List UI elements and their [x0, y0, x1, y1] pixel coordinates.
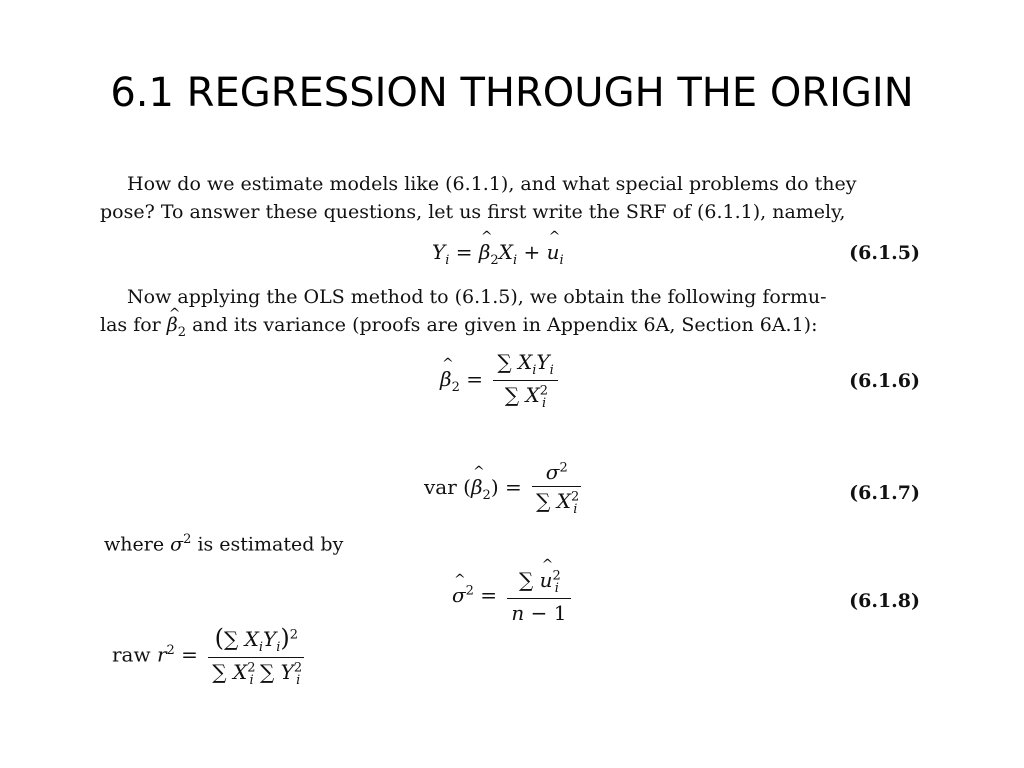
equation-srf: $Y_i$ = ^ $\beta_2X_i$ + ^ $u_i$: [432, 240, 564, 268]
var-word: var: [424, 475, 457, 499]
equation-number-618: (6.1.8): [849, 590, 920, 612]
ols-line-1: Now applying the OLS method to (6.1.5), we obtain the following formu-: [127, 286, 827, 308]
where-word: where: [104, 533, 165, 556]
estimated-by-text: is estimated by: [197, 533, 344, 556]
equation-number-617: (6.1.7): [849, 482, 920, 504]
equation-variance: var (^ $\beta_2$) = $\frac{\sigma^2}{\sum X^2_i}$: [424, 460, 585, 517]
equation-raw-r2: raw $r^2$ = $\frac{(\sum X_iY_i)^2}{\sum X^2_i \sum Y^2_i}$: [112, 624, 308, 688]
ols-line-2-end: and its variance (proofs are given in Appendix 6A, Section 6A.1):: [192, 314, 818, 336]
where-text: where $\sigma^2$ is estimated by: [104, 532, 344, 556]
equation-number-616: (6.1.6): [849, 370, 920, 392]
ols-paragraph: [100, 283, 920, 347]
intro-line-2: pose? To answer these questions, let us first write the SRF of (6.1.1), namely,: [100, 201, 846, 223]
slide-title: 6.1 REGRESSION THROUGH THE ORIGIN: [110, 70, 914, 116]
ols-line-2-start: las for: [100, 314, 161, 336]
beta2-hat-symbol: ^ β: [167, 311, 178, 339]
intro-paragraph: [100, 170, 920, 226]
equation-sigma2-estimator: ^ $\sigma^2$ = $\frac{\sum \^{} u^2_i}{n - 1}$: [452, 568, 575, 625]
equation-number-615: (6.1.5): [849, 242, 920, 264]
ols-line-2: las for ^ $\beta_2$ and its variance (proofs are given in Appendix 6A, Section 6A.1):: [100, 311, 920, 347]
intro-line-1: How do we estimate models like (6.1.1), and what special problems do they: [127, 173, 857, 195]
raw-word: raw: [112, 642, 151, 667]
equation-beta2-estimator: ^ $\beta_2$ = $\frac{\sum X_iY_i}{\sum X^2_i}$: [440, 350, 562, 411]
